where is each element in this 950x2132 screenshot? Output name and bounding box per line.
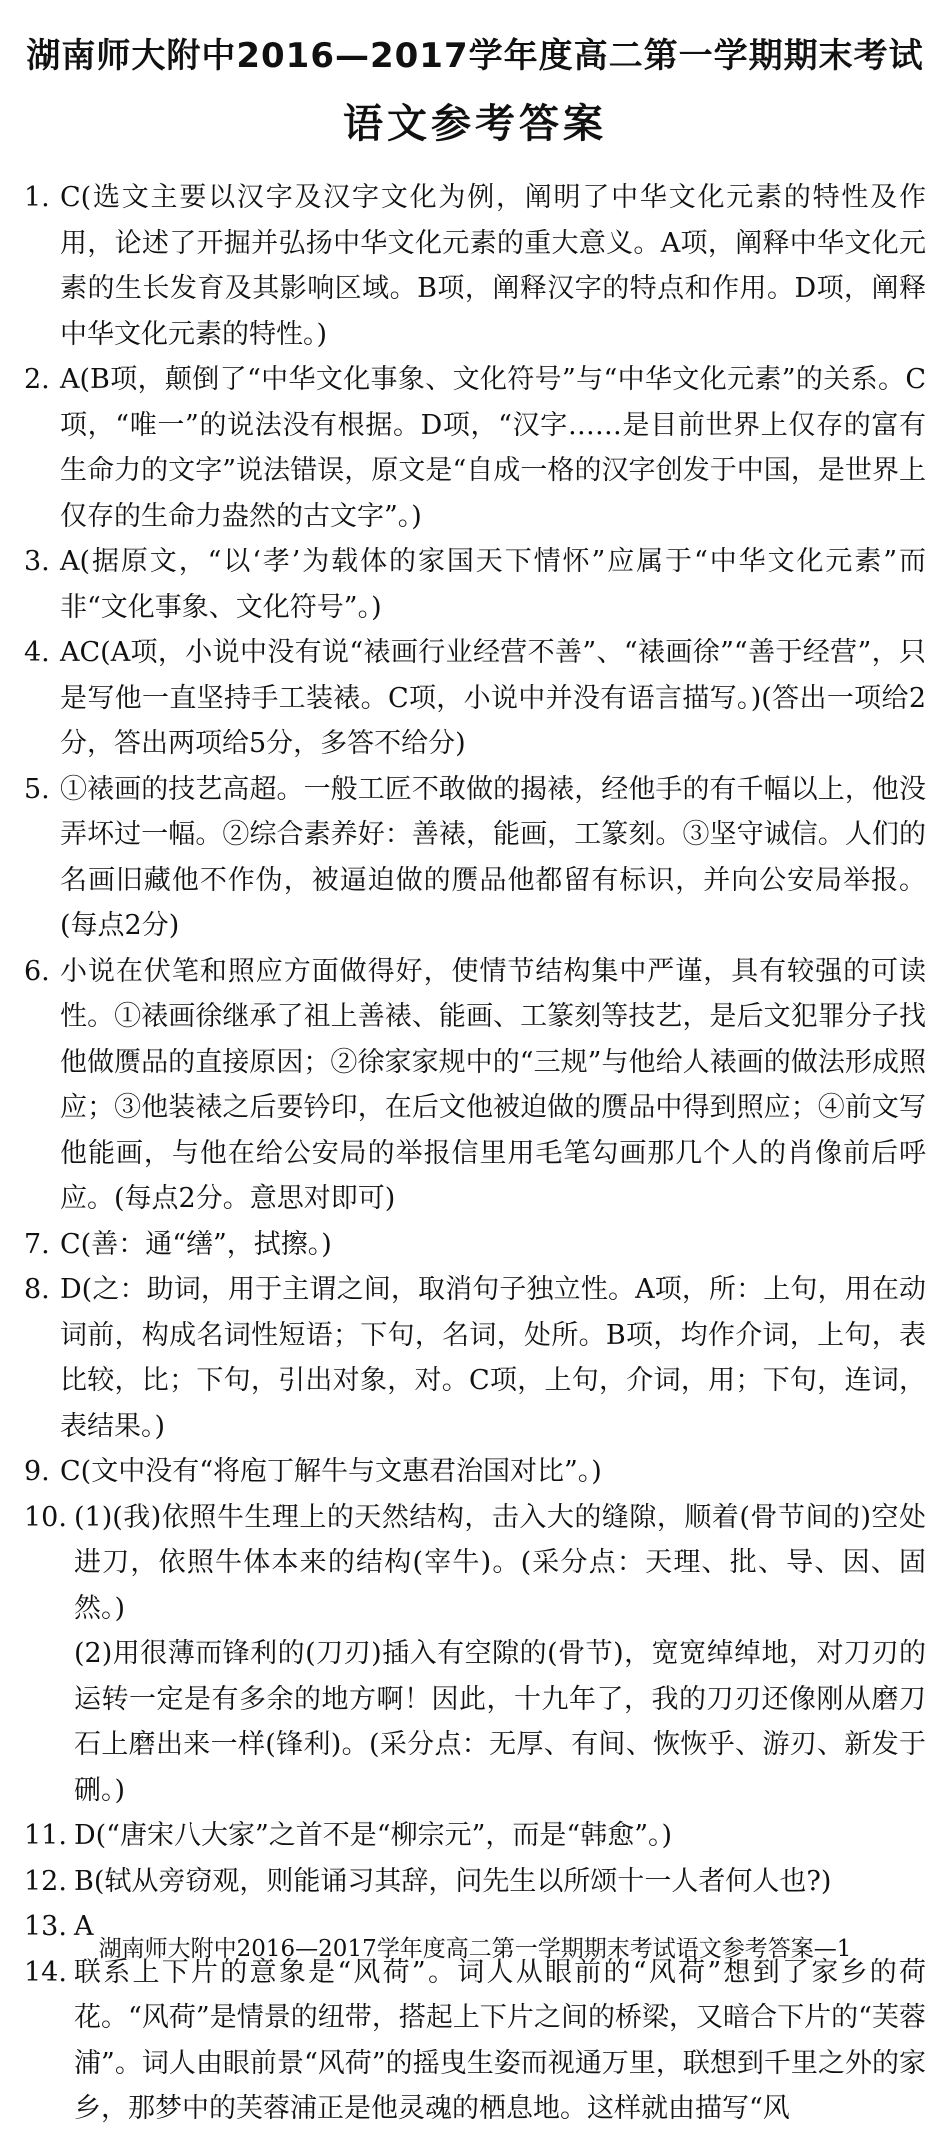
page-subtitle: 语文参考答案 bbox=[343, 101, 607, 147]
answer-item-7 bbox=[24, 1222, 926, 1268]
answer-item-1 bbox=[24, 175, 926, 357]
answer-number: 14. bbox=[24, 1956, 67, 1988]
answer-text: C(善：通“缮”，拭擦。) bbox=[60, 1228, 332, 1260]
answer-item-5 bbox=[24, 767, 926, 949]
answer-text: D(“唐宋八大家”之首不是“柳宗元”，而是“韩愈”。) bbox=[74, 1820, 673, 1851]
exam-title: 湖南师大附中2016—2017学年度高二第一学期期末考试 bbox=[26, 36, 924, 76]
answer-number: 10. bbox=[24, 1501, 67, 1533]
page-footer: 湖南师大附中2016—2017学年度高二第一学期期末考试语文参考答案—1 bbox=[98, 1936, 852, 1962]
answer-item-10 bbox=[24, 1495, 926, 1814]
answer-number: 9. bbox=[24, 1456, 50, 1487]
answer-text bbox=[24, 1495, 926, 1814]
answer-text: 小说在伏笔和照应方面做得好，使情节结构集中严谨，具有较强的可读性。①裱画徐继承了祖上善裱、能画、工篆刻等技艺，是后文犯罪分子找他做赝品的直接原因；②徐家家规中的“三规”与他给人裱画的做法形成照应；③他装裱之后要钤印，在后文他被迫做的赝品中得到照应；④前文写他能画，与他在给公安局的举报信里用毛笔勾画那几个人的肖像前后呼应。(每点2分。意思对即可) bbox=[60, 955, 926, 1214]
answer-number: 3. bbox=[24, 546, 50, 577]
answer-item-4 bbox=[24, 630, 926, 767]
answer-item-6 bbox=[24, 949, 926, 1222]
answer-text: A bbox=[74, 1911, 94, 1942]
answer-item-12 bbox=[24, 1859, 926, 1905]
answer-text: 联系上下片的意象是“风荷”。词人从眼前的“风荷”想到了家乡的荷花。“风荷”是情景的纽带，搭起上下片之间的桥梁，又暗合下片的“芙蓉浦”。词人由眼前景“风荷”的摇曳生姿而视通万里，联想到千里之外的家乡，那梦中的芙蓉浦正是他灵魂的栖息地。这样就由描写“风 bbox=[74, 1956, 926, 2124]
answer-text: ①裱画的技艺高超。一般工匠不敢做的揭裱，经他手的有千幅以上，他没弄坏过一幅。②综合素养好：善裱，能画，工篆刻。③坚守诚信。人们的名画旧藏他不作伪，被逼迫做的赝品他都留有标识，并向公安局举报。(每点2分) bbox=[60, 773, 926, 941]
answer-text: C(选文主要以汉字及汉字文化为例，阐明了中华文化元素的特性及作用，论述了开掘并弘扬中华文化元素的重大意义。A项，阐释中华文化元素的生长发育及其影响区域。B项，阐释汉字的特点和作用。D项，阐释中华文化元素的特性。) bbox=[60, 182, 926, 350]
answer-number: 6. bbox=[24, 955, 50, 987]
answer-item-14 bbox=[24, 1950, 926, 2132]
answer-text: C(文中没有“将庖丁解牛与文惠君治国对比”。) bbox=[60, 1456, 602, 1487]
answer-item-9 bbox=[24, 1449, 926, 1495]
answer-number: 8. bbox=[24, 1274, 50, 1305]
answer-number: 11. bbox=[24, 1820, 67, 1851]
translation-part-1: (1)(我)依照牛生理上的天然结构，击入大的缝隙，顺着(骨节间的)空处进刀，依照牛体本来的结构(宰牛)。(采分点：天理、批、导、因、固然。) bbox=[74, 1501, 926, 1624]
answer-list bbox=[24, 175, 926, 2132]
answer-item-8 bbox=[24, 1267, 926, 1449]
answer-number: 2. bbox=[24, 364, 50, 395]
answer-text: D(之：助词，用于主谓之间，取消句子独立性。A项，所：上句，用在动词前，构成名词性短语；下句，名词，处所。B项，均作介词，上句，表比较，比；下句，引出对象，对。C项，上句，介词，用；下句，连词，表结果。) bbox=[60, 1274, 926, 1442]
answer-text: A(据原文，“以‘孝’为载体的家国天下情怀”应属于“中华文化元素”而非“文化事象、文化符号”。) bbox=[60, 546, 926, 623]
translation-part-2: (2)用很薄而锋利的(刀刃)插入有空隙的(骨节)，宽宽绰绰地，对刀刃的运转一定是有多余的地方啊！因此，十九年了，我的刀刃还像刚从磨刀石上磨出来一样(锋利)。(采分点：无厚、有间、恢恢乎、游刃、新发于硎。) bbox=[74, 1638, 926, 1806]
answer-number: 1. bbox=[24, 182, 50, 213]
answer-number: 5. bbox=[24, 773, 50, 805]
answer-text: A(B项，颠倒了“中华文化事象、文化符号”与“中华文化元素”的关系。C项，“唯一”的说法没有根据。D项，“汉字……是目前世界上仅存的富有生命力的文字”说法错误，原文是“自成一格的汉字创发于中国，是世界上仅存的生命力盎然的古文字”。) bbox=[60, 364, 926, 532]
answer-text: AC(A项，小说中没有说“裱画行业经营不善”、“裱画徐”“善于经营”，只是写他一直坚持手工装裱。C项，小说中并没有语言描写。)(答出一项给2分，答出两项给5分，多答不给分) bbox=[60, 637, 926, 759]
answer-item-3 bbox=[24, 539, 926, 630]
answer-text: B(轼从旁窃观，则能诵习其辞，问先生以所颂十一人者何人也?) bbox=[74, 1865, 832, 1897]
answer-number: 7. bbox=[24, 1228, 50, 1260]
answer-item-11 bbox=[24, 1813, 926, 1859]
answer-number: 4. bbox=[24, 637, 50, 668]
answer-number: 13. bbox=[24, 1911, 67, 1942]
answer-number: 12. bbox=[24, 1865, 67, 1897]
answer-item-2 bbox=[24, 357, 926, 539]
